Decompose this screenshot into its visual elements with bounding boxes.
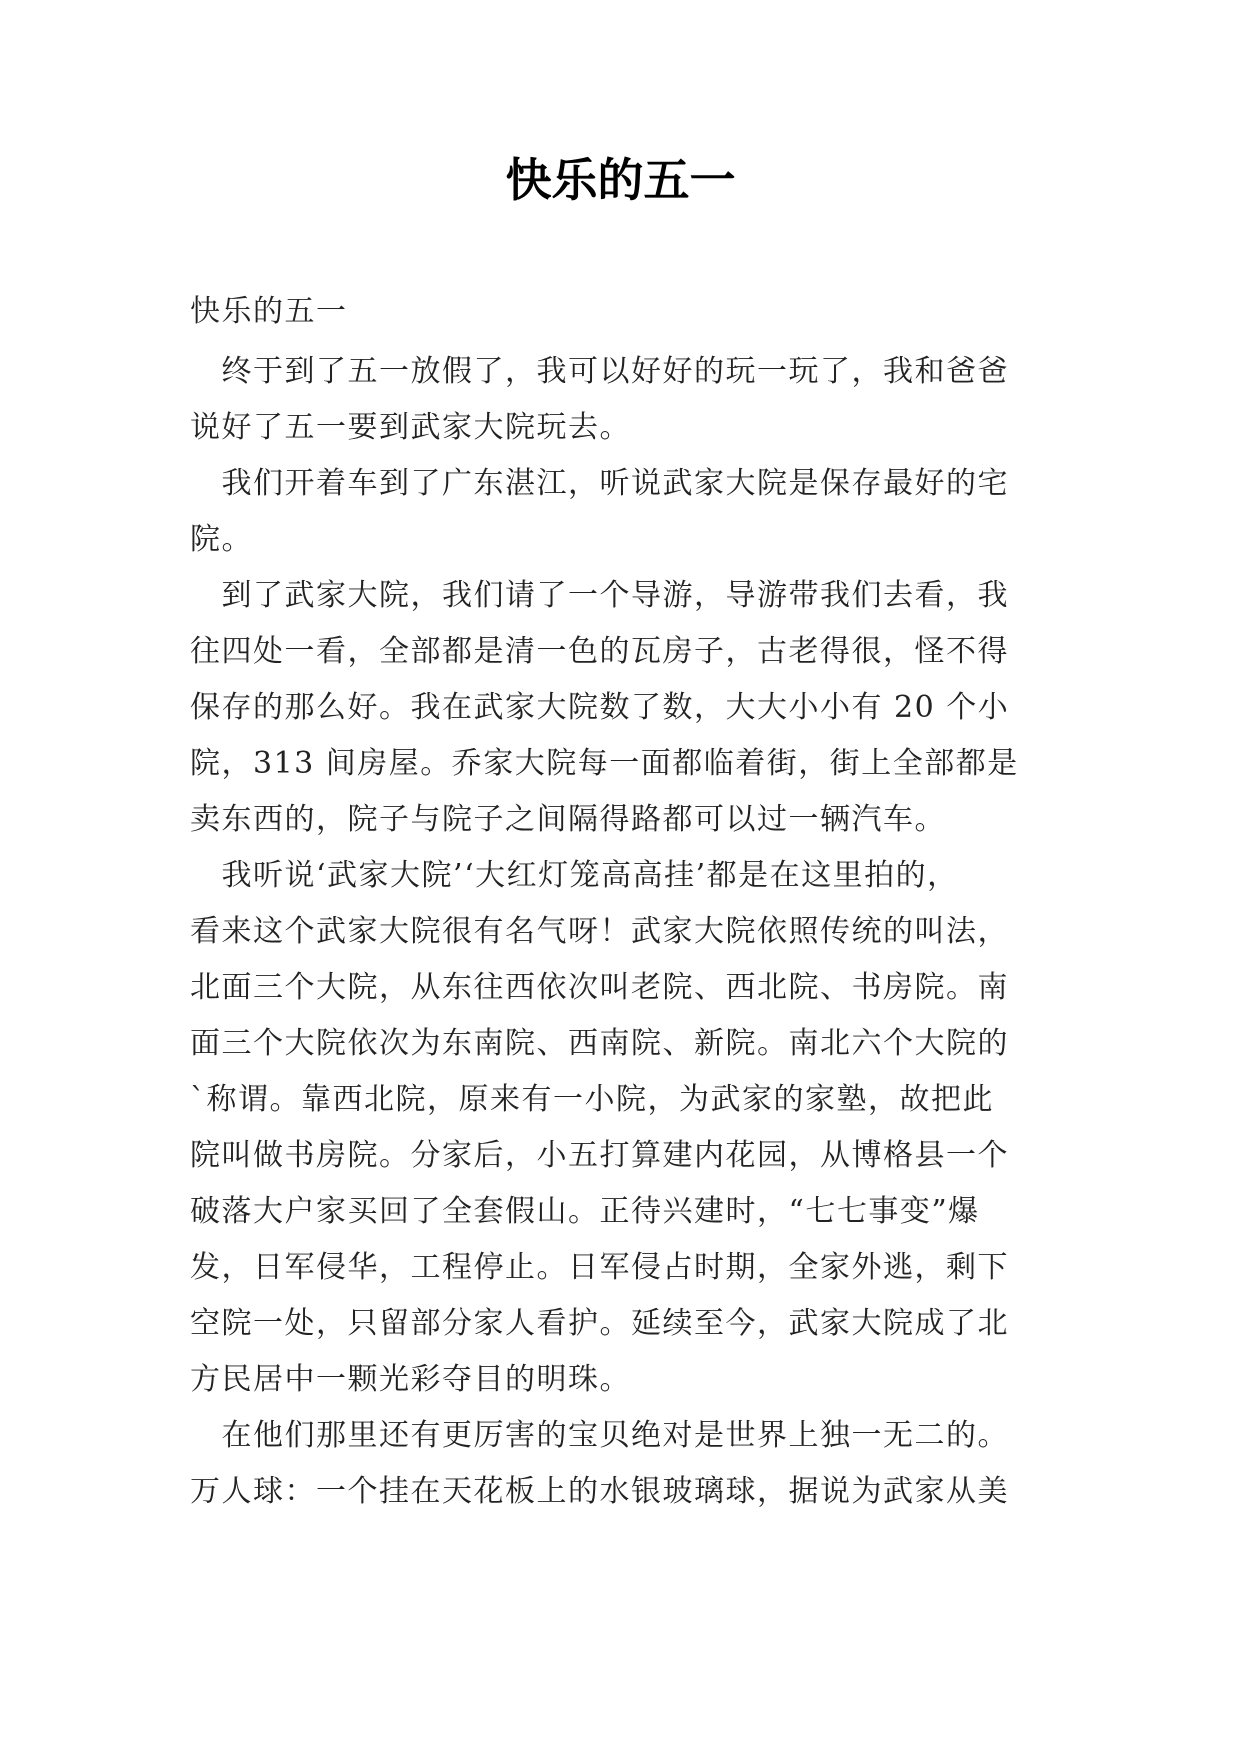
document-body xyxy=(190,284,1052,1520)
text-line: 我们开着车到了广东湛江，听说武家大院是保存最好的宅 xyxy=(190,466,1009,501)
text-line: 方民居中一颗光彩夺目的明珠。 xyxy=(190,1362,631,1397)
text-line: 破落大户家买回了全套假山。正待兴建时，“七七事变”爆 xyxy=(190,1194,980,1229)
text-line: 终于到了五一放假了，我可以好好的玩一玩了，我和爸爸 xyxy=(190,354,1009,389)
body-heading: 快乐的五一 xyxy=(190,294,348,329)
text-line: 我听说‘武家大院’‘大红灯笼高高挂’都是在这里拍的， xyxy=(190,858,959,893)
text-line: 保存的那么好。我在武家大院数了数，大大小小有 20 个小 xyxy=(190,690,1010,725)
text-line: 院，313 间房屋。乔家大院每一面都临着街，街上全部都是 xyxy=(190,746,1019,781)
text-line: 卖东西的，院子与院子之间隔得路都可以过一辆汽车。 xyxy=(190,802,946,837)
text-line: 说好了五一要到武家大院玩去。 xyxy=(190,410,631,445)
text-line: 面三个大院依次为东南院、西南院、新院。南北六个大院的 xyxy=(190,1026,1009,1061)
text-line: 在他们那里还有更厉害的宝贝绝对是世界上独一无二的。 xyxy=(190,1418,1009,1453)
text-line: 空院一处，只留部分家人看护。延续至今，武家大院成了北 xyxy=(190,1306,1009,1341)
document-title: 快乐的五一 xyxy=(505,153,736,207)
text-line: 往四处一看，全部都是清一色的瓦房子，古老得很，怪不得 xyxy=(190,634,1009,669)
text-line: 院。 xyxy=(190,522,253,557)
text-line: 北面三个大院，从东往西依次叫老院、西北院、书房院。南 xyxy=(190,970,1009,1005)
text-line: 万人球：一个挂在天花板上的水银玻璃球，据说为武家从美 xyxy=(190,1474,1009,1509)
text-line: 发，日军侵华，工程停止。日军侵占时期，全家外逃，剩下 xyxy=(190,1250,1009,1285)
text-line: 院叫做书房院。分家后，小五打算建内花园，从博格县一个 xyxy=(190,1138,1009,1173)
text-line: 到了武家大院，我们请了一个导游，导游带我们去看，我 xyxy=(190,578,1009,613)
text-line: `称谓。靠西北院，原来有一小院，为武家的家塾，故把此 xyxy=(190,1082,994,1117)
text-line: 看来这个武家大院很有名气呀！武家大院依照传统的叫法， xyxy=(190,914,1009,949)
